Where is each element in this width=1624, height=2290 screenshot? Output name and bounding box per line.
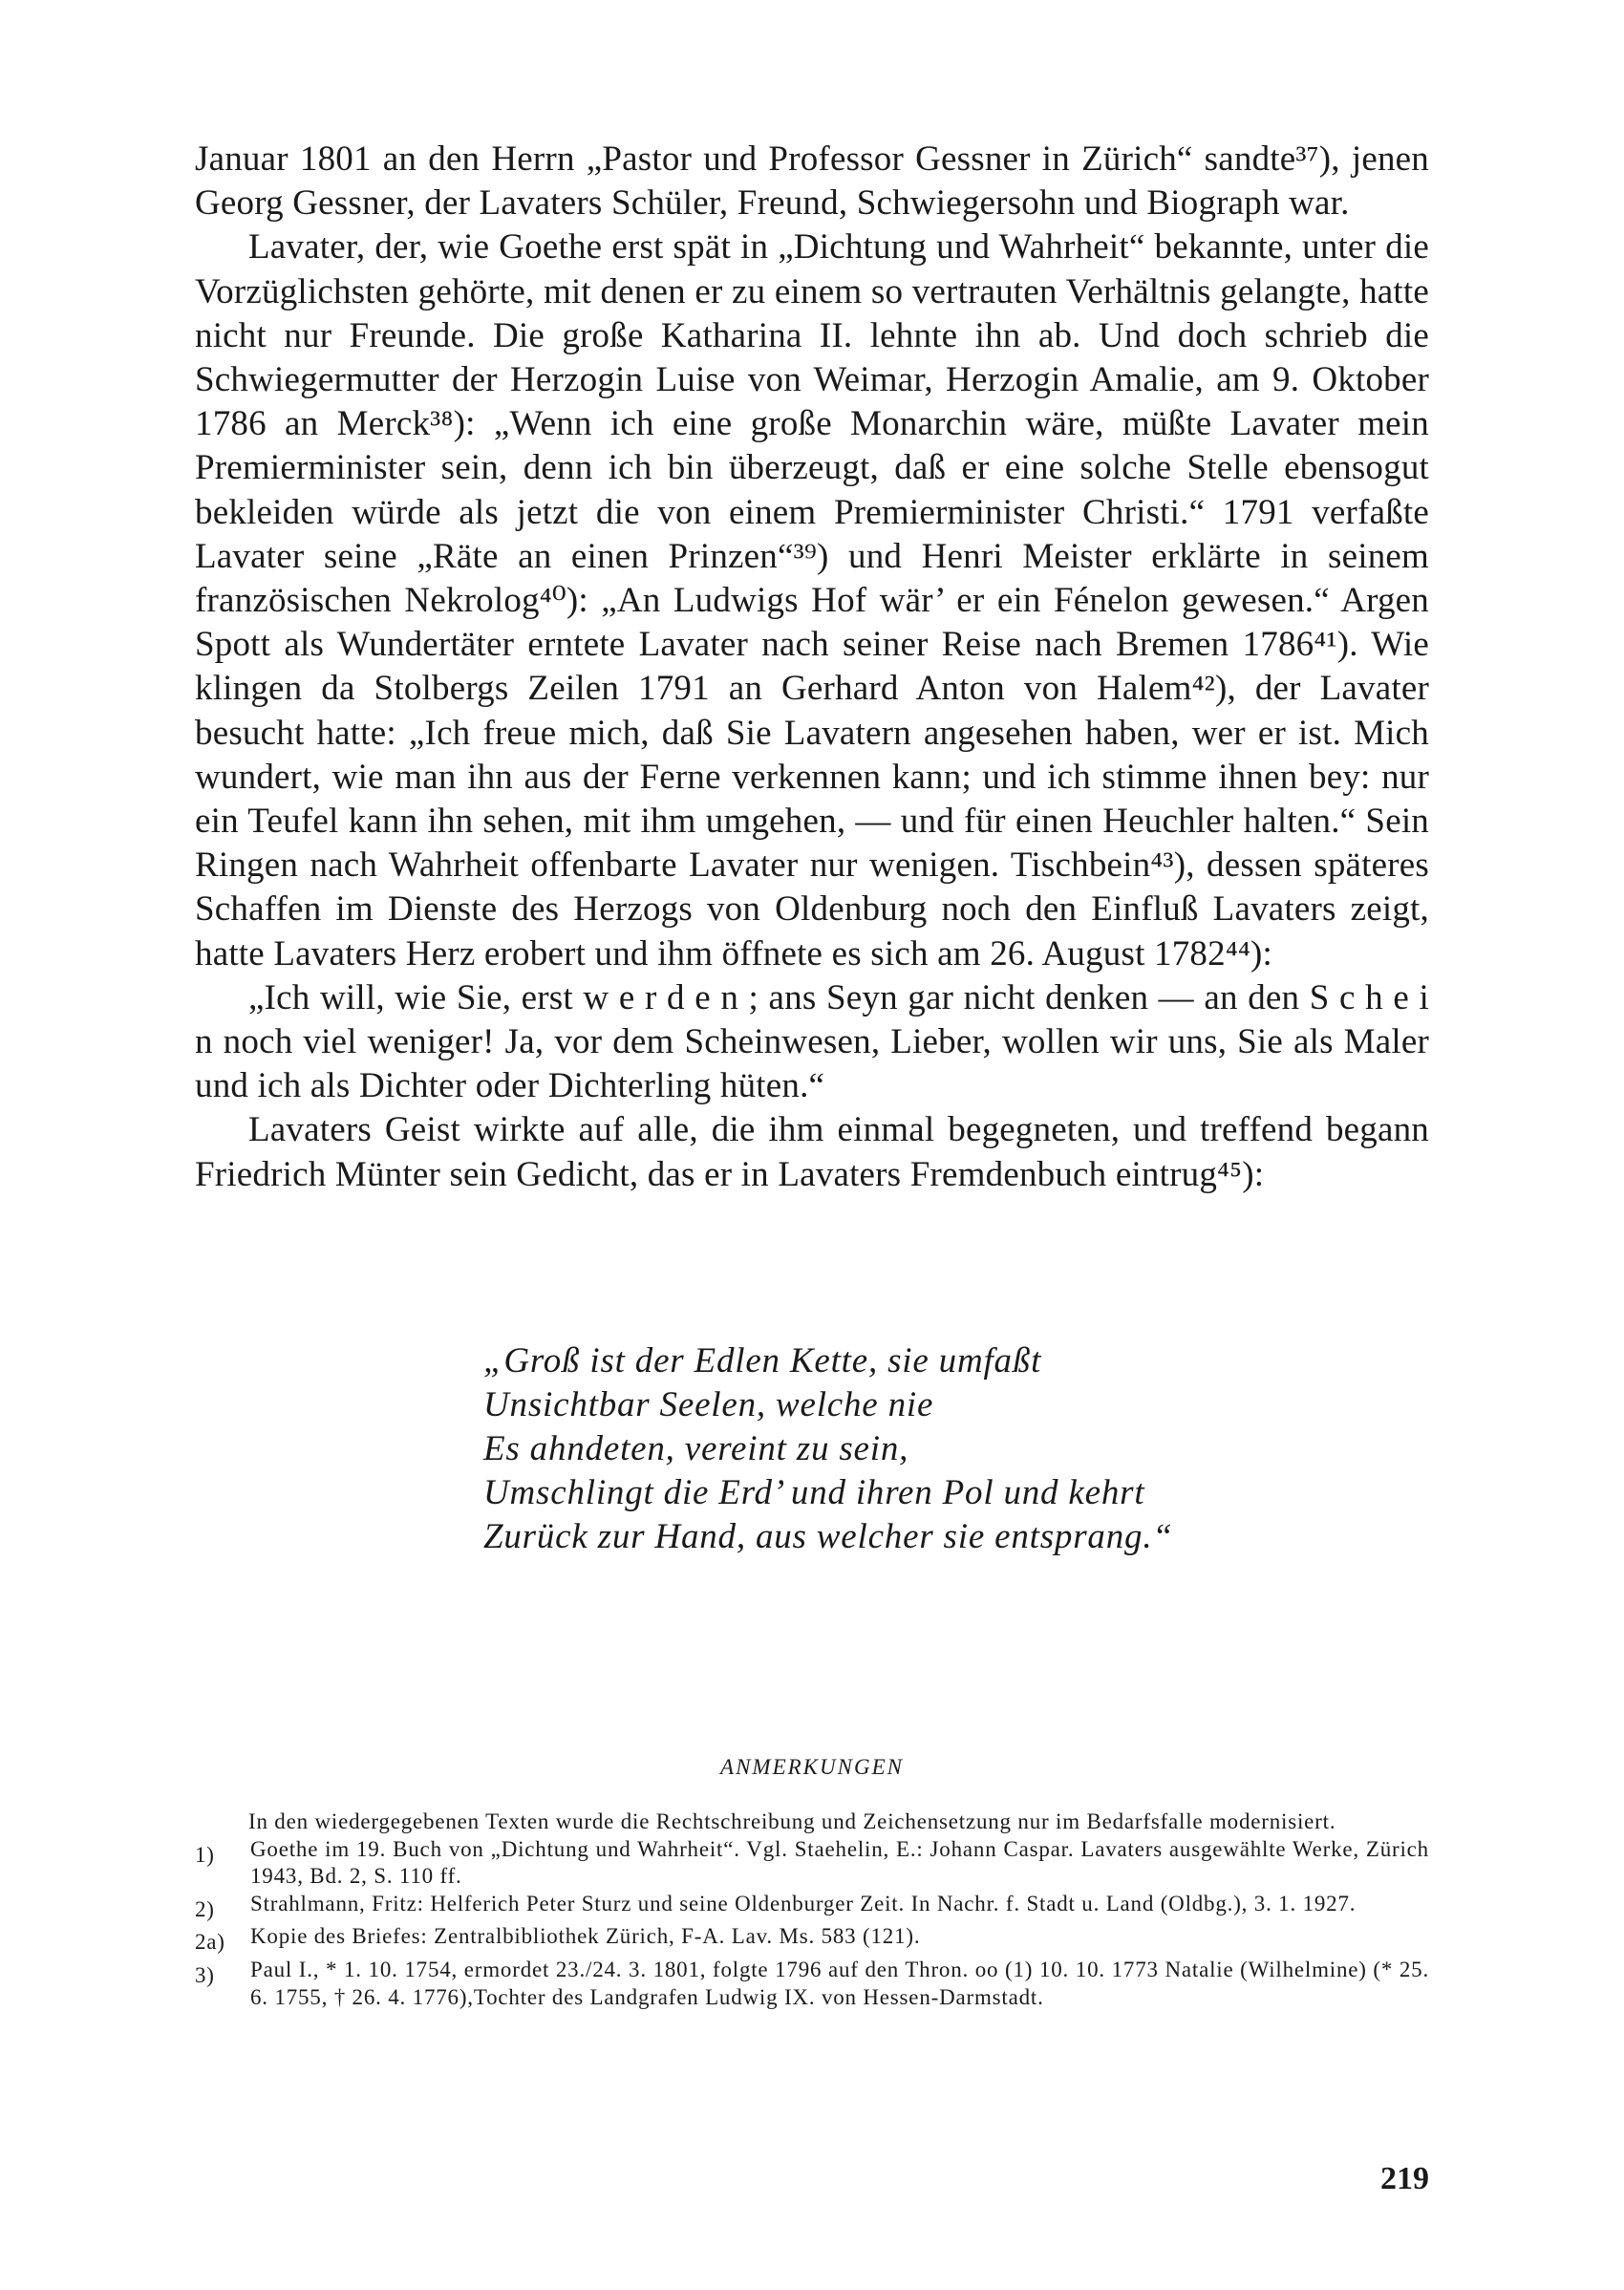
note-text: Strahlmann, Fritz: Helferich Peter Sturz und seine Oldenburger Zeit. In Nachr. f. Stadt u. Land (Oldbg.), 3. 1. 1927. [250, 1891, 1357, 1915]
note-number: 1) [195, 1842, 215, 1867]
poem-line: Zurück zur Hand, aus welcher sie entsprang.“ [483, 1517, 1173, 1556]
note-number: 2) [195, 1896, 215, 1921]
note-item [195, 1891, 1429, 1924]
note-number: 2a) [195, 1930, 225, 1955]
paragraph-4: Lavaters Geist wirkte auf alle, die ihm einmal begegneten, und treffend begann Friedrich Münter sein Gedicht, das er in Lavaters Fremdenbuch eintrug⁴⁵): [195, 1110, 1429, 1194]
notes-heading: ANMERKUNGEN [720, 1755, 904, 1779]
paragraph-1: Januar 1801 an den Herrn „Pastor und Professor Gessner in Zürich“ sandte³⁷), jenen Georg Gessner, der Lavaters Schüler, Freund, Schwiegersohn und Biograph war. [195, 139, 1429, 224]
poem-line: Es ahndeten, vereint zu sein, [483, 1429, 909, 1468]
paragraph-2: Lavater, der, wie Goethe erst spät in „Dichtung und Wahrheit“ bekannte, unter die Vorzüglichsten gehörte, mit denen er zu einem so vertrauten Verhältnis gelangte, hatte nicht nur Freunde. Die große Katharina II. lehnte ihn ab. Und doch schrieb die Schwiegermutter der Herzogin Luise von Weimar, Herzogin Amalie, am 9. Oktober 1786 an Merck³⁸): „Wenn ich eine große Monarchin wäre, müßte Lavater mein Premierminister sein, denn ich bin überzeugt, daß er eine solche Stelle ebensogut bekleiden würde als jetzt die von einem Premierminister Christi.“ 1791 verfaßte Lavater seine „Räte an einen Prinzen“³⁹) und Henri Meister erklärte in seinem französischen Nekrolog⁴⁰): „An Ludwigs Hof wär’ er ein Fénelon gewesen.“ Argen Spott als Wundertäter erntete Lavater nach seiner Reise nach Bremen 1786⁴¹). Wie klingen da Stolbergs Zeilen 1791 an Gerhard Anton von Halem⁴²), der Lavater besucht hatte: „Ich freue mich, daß Sie Lavatern angesehen haben, wer er ist. Mich wundert, wie man ihn aus der Ferne verkennen kann; und ich stimme ihnen bey: nur ein Teufel kann ihn sehen, mit ihm umgehen, — und für einen Heuchler halten.“ Sein Ringen nach Wahrheit offenbarte Lavater nur wenigen. Tischbein⁴³), dessen späteres Schaffen im Dienste des Herzogs von Oldenburg noch den Einfluß Lavaters zeigt, hatte Lavaters Herz erobert und ihm öffnete es sich am 26. August 1782⁴⁴): [195, 227, 1429, 974]
notes-intro: In den wiedergegebenen Texten wurde die Rechtschreibung und Zeichensetzung nur im Bedarfsfalle modernisiert. [248, 1809, 1336, 1833]
note-item [195, 1923, 1429, 1957]
main-text [195, 138, 1429, 1197]
notes-section [195, 1808, 1429, 2011]
poem-quote [483, 1339, 1173, 1559]
page-number: 219 [1380, 2161, 1429, 2196]
quotation-paragraph: „Ich will, wie Sie, erst w e r d e n ; ans Seyn gar nicht denken — an den S c h e i n noch viel weniger! Ja, vor dem Scheinwesen, Lieber, wollen wir uns, Sie als Maler und ich als Dichter oder Dichterling hüten.“ [195, 977, 1429, 1106]
note-text: Goethe im 19. Buch von „Dichtung und Wahrheit“. Vgl. Staehelin, E.: Johann Caspar. Lavaters ausgewählte Werke, Zürich 1943, Bd. 2, S. 110 ff. [250, 1836, 1429, 1889]
poem-line: Unsichtbar Seelen, welche nie [483, 1385, 934, 1424]
note-text: Kopie des Briefes: Zentralbibliothek Zürich, F-A. Lav. Ms. 583 (121). [250, 1924, 921, 1949]
poem-line: „Groß ist der Edlen Kette, sie umfaßt [483, 1341, 1042, 1380]
note-text: Paul I., * 1. 10. 1754, ermordet 23./24. 3. 1801, folgte 1796 auf den Thron. oo (1) 10. 10. 1773 Natalie (Wilhelmine) (* 25. 6. 1755, † 26. 4. 1776),Tochter des Landgrafen Ludwig IX. von Hessen-Darmstadt. [250, 1957, 1429, 2009]
note-item [195, 1836, 1429, 1891]
note-number: 3) [195, 1962, 215, 1987]
poem-line: Umschlingt die Erd’ und ihren Pol und kehrt [483, 1473, 1145, 1512]
note-item [195, 1957, 1429, 2011]
